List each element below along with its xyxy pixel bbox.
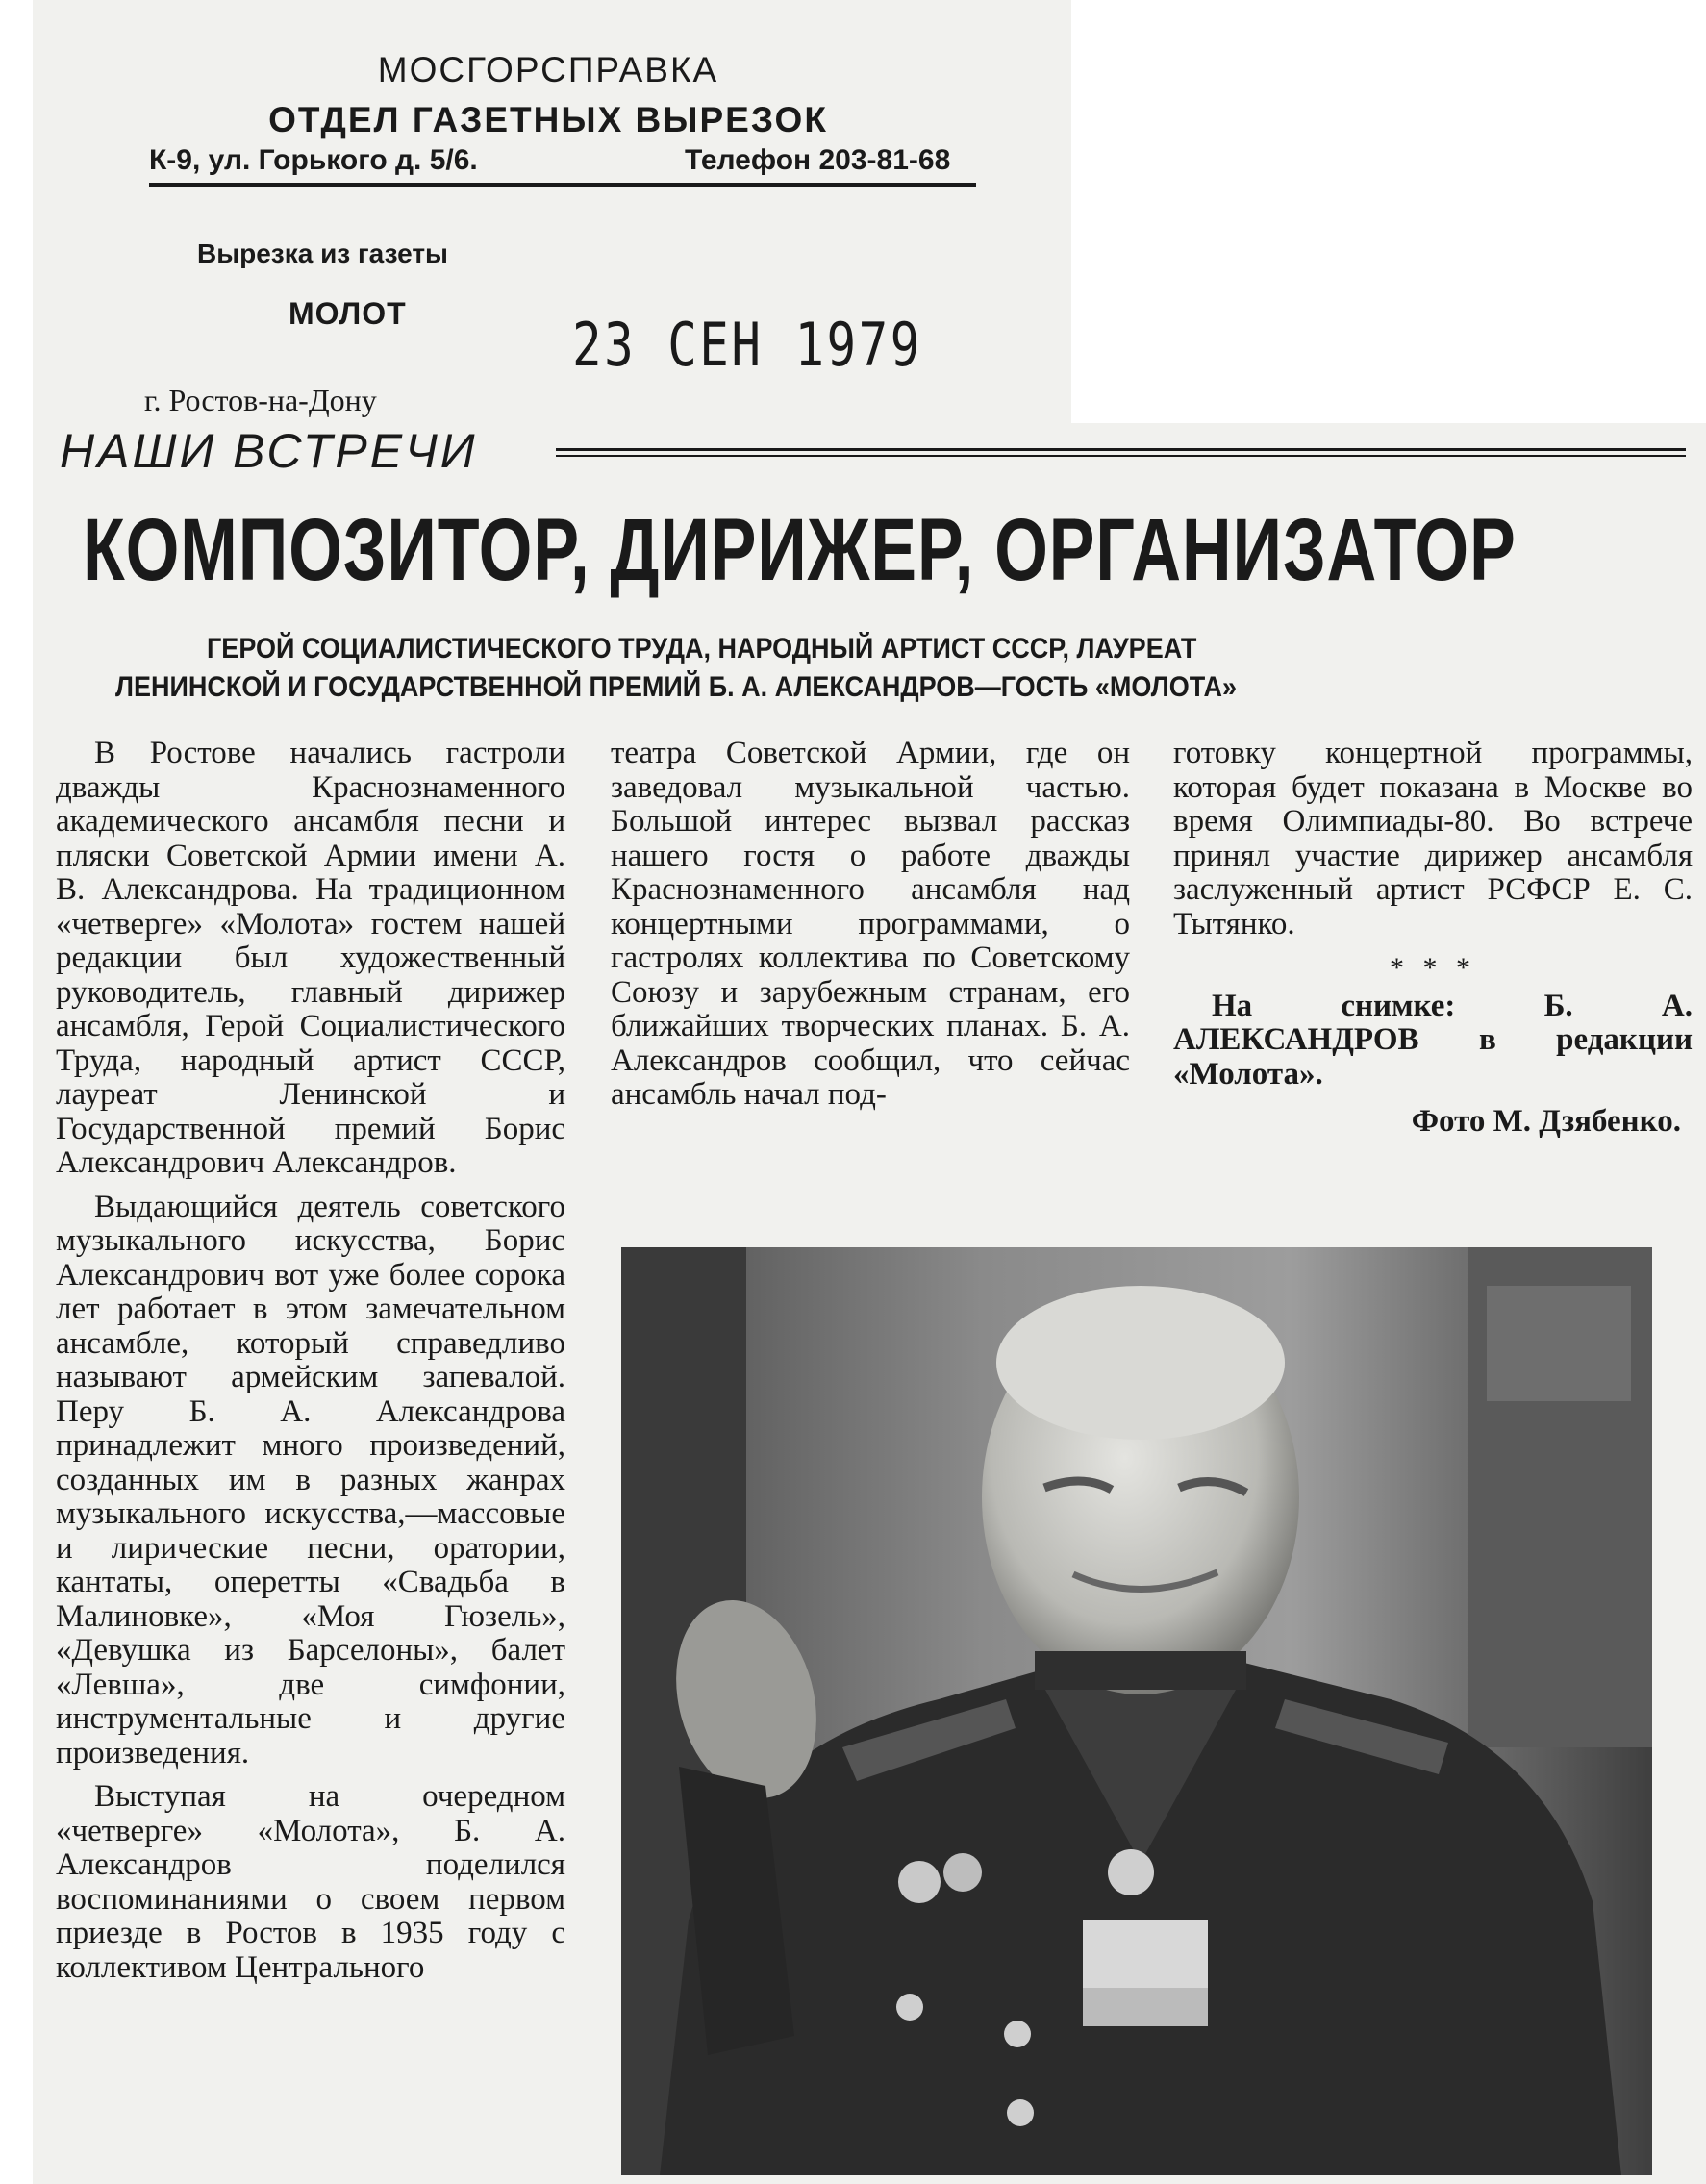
subtitle-line-2: ЛЕНИНСКОЙ И ГОСУДАРСТВЕННОЙ ПРЕМИЙ Б. А. АЛЕКСАНДРОВ—ГОСТЬ «МОЛОТА»	[115, 671, 1238, 703]
paragraph: Выступая на очередном «четверге» «Молота», Б. А. Александров поделился воспоминаниями о своем первом приезде в Ростов в 1935 году с коллективом Центрального	[56, 1779, 565, 1985]
paragraph: Выдающийся деятель советского музыкального искусства, Борис Александрович вот уже более сорока лет работает в этом замечательном ансамбле, который справедливо называют армейским запевалой. Перу Б. А. Александрова принадлежит много произведений, созданных им в разных жанрах музыкального искусства,—массовые и лирические песни, оратории, кантаты, оперетты «Свадьба в Малиновке», «Моя Гюзель», «Девушка из Барселоны», балет «Левша», две симфонии, инструментальные и другие произведения.	[56, 1189, 565, 1770]
paragraph: В Ростове начались гастроли дважды Краснознаменного академического ансамбля песни и пляски Советской Армии имени А. В. Александрова. На традиционном «четверге» «Молота» гостем нашей редакции был художественный руководитель, главный дирижер ансамбля, Герой Социалистического Труда, народный артист СССР, лауреат Ленинской и Государственной премий Борис Александрович Александров.	[56, 736, 565, 1180]
section-divider: * * *	[1390, 952, 1476, 984]
headline: КОМПОЗИТОР, ДИРИЖЕР, ОРГАНИЗАТОР	[83, 501, 1517, 599]
rubric-rule	[556, 448, 1686, 457]
portrait-illustration	[621, 1247, 1652, 2175]
agency-name: МОСГОРСПРАВКА	[377, 50, 719, 89]
photo-credit: Фото М. Дзябенко.	[1411, 1104, 1681, 1139]
article-column-2	[611, 737, 1130, 1122]
newspaper-city: г. Ростов-на-Дону	[144, 383, 377, 417]
paragraph: готовку концертной программы, которая будет показана в Москве во время Олимпиады-80. Во встрече принял участие дирижер ансамбля заслуженный артист РСФСР Е. С. Тытянко.	[1173, 736, 1693, 941]
department-name: ОТДЕЛ ГАЗЕТНЫХ ВЫРЕЗОК	[268, 100, 828, 139]
rubric: НАШИ ВСТРЕЧИ	[60, 424, 478, 478]
paragraph: театра Советской Армии, где он заведовал музыкальной частью. Большой интерес вызвал рассказ нашего гостя о работе дважды Краснознаменного ансамбля над концертными программами, о гастролях коллектива по Советскому Союзу и зарубежным странам, его ближайших творческих планах. Б. А. Александров сообщил, что сейчас ансамбль начал под-	[611, 736, 1130, 1112]
agency-address: К-9, ул. Горького д. 5/6.	[149, 144, 478, 176]
article-column-1	[56, 737, 565, 1995]
article-column-3	[1173, 737, 1693, 1140]
photo-caption: На снимке: Б. А. АЛЕКСАНДРОВ в редакции «Молота».	[1173, 988, 1693, 1092]
subtitle-line-1: ГЕРОЙ СОЦИАЛИСТИЧЕСКОГО ТРУДА, НАРОДНЫЙ АРТИСТ СССР, ЛАУРЕАТ	[207, 633, 1197, 665]
newspaper-name: МОЛОТ	[289, 296, 407, 331]
date-stamp: 23 СЕН 1979	[572, 310, 922, 380]
cutting-label: Вырезка из газеты	[197, 238, 448, 268]
agency-phone: Телефон 203-81-68	[685, 144, 951, 176]
address-underline	[149, 183, 976, 187]
portrait-photo	[621, 1247, 1652, 2175]
